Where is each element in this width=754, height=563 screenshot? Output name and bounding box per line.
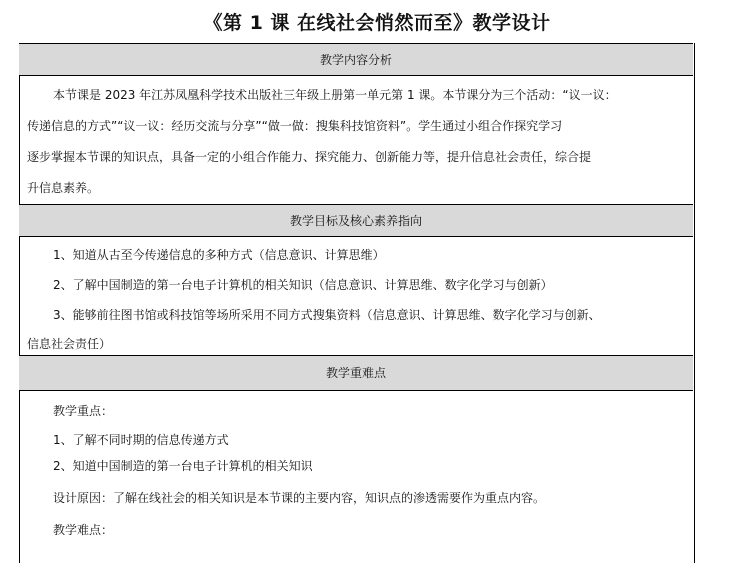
key-point-line-1: 1、了解不同时期的信息传递方式 — [53, 433, 229, 447]
key-points-label: 教学重点： — [53, 404, 114, 418]
objective-line-2: 2、了解中国制造的第一台电子计算机的相关知识（信息意识、计算思维、数字化学习与创新） — [53, 278, 553, 292]
difficult-points-label: 教学难点： — [53, 523, 114, 537]
section-heading-key-points: 教学重难点 — [19, 355, 693, 391]
content-analysis-line-4: 升信息素养。 — [27, 181, 100, 195]
section-heading-objectives: 教学目标及核心素养指向 — [19, 204, 693, 237]
key-point-line-2: 2、知道中国制造的第一台电子计算机的相关知识 — [53, 459, 313, 473]
document-title: 《第 1 课 在线社会悄然而至》教学设计 — [203, 12, 551, 34]
design-reason-line: 设计原因：了解在线社会的相关知识是本节课的主要内容，知识点的渗透需要作为重点内容。 — [53, 491, 546, 505]
section-heading-content-analysis: 教学内容分析 — [19, 43, 693, 76]
content-analysis-line-1: 本节课是 2023 年江苏凤凰科学技术出版社三年级上册第一单元第 1 课。本节课分为三个活动：“议一议： — [53, 88, 617, 102]
content-analysis-line-3: 逐步掌握本节课的知识点，具备一定的小组合作能力、探究能力、创新能力等，提升信息社会责任，综合提 — [27, 150, 592, 164]
content-analysis-line-2: 传递信息的方式”“议一议：经历交流与分享”“做一做：搜集科技馆资料”。学生通过小组合作探究学习 — [27, 119, 563, 133]
objective-line-1: 1、知道从古至今传递信息的多种方式（信息意识、计算思维） — [53, 248, 385, 262]
objective-line-4: 信息社会责任） — [27, 337, 112, 351]
objective-line-3: 3、能够前往图书馆或科技馆等场所采用不同方式搜集资料（信息意识、计算思维、数字化学习与创新、 — [53, 308, 601, 322]
